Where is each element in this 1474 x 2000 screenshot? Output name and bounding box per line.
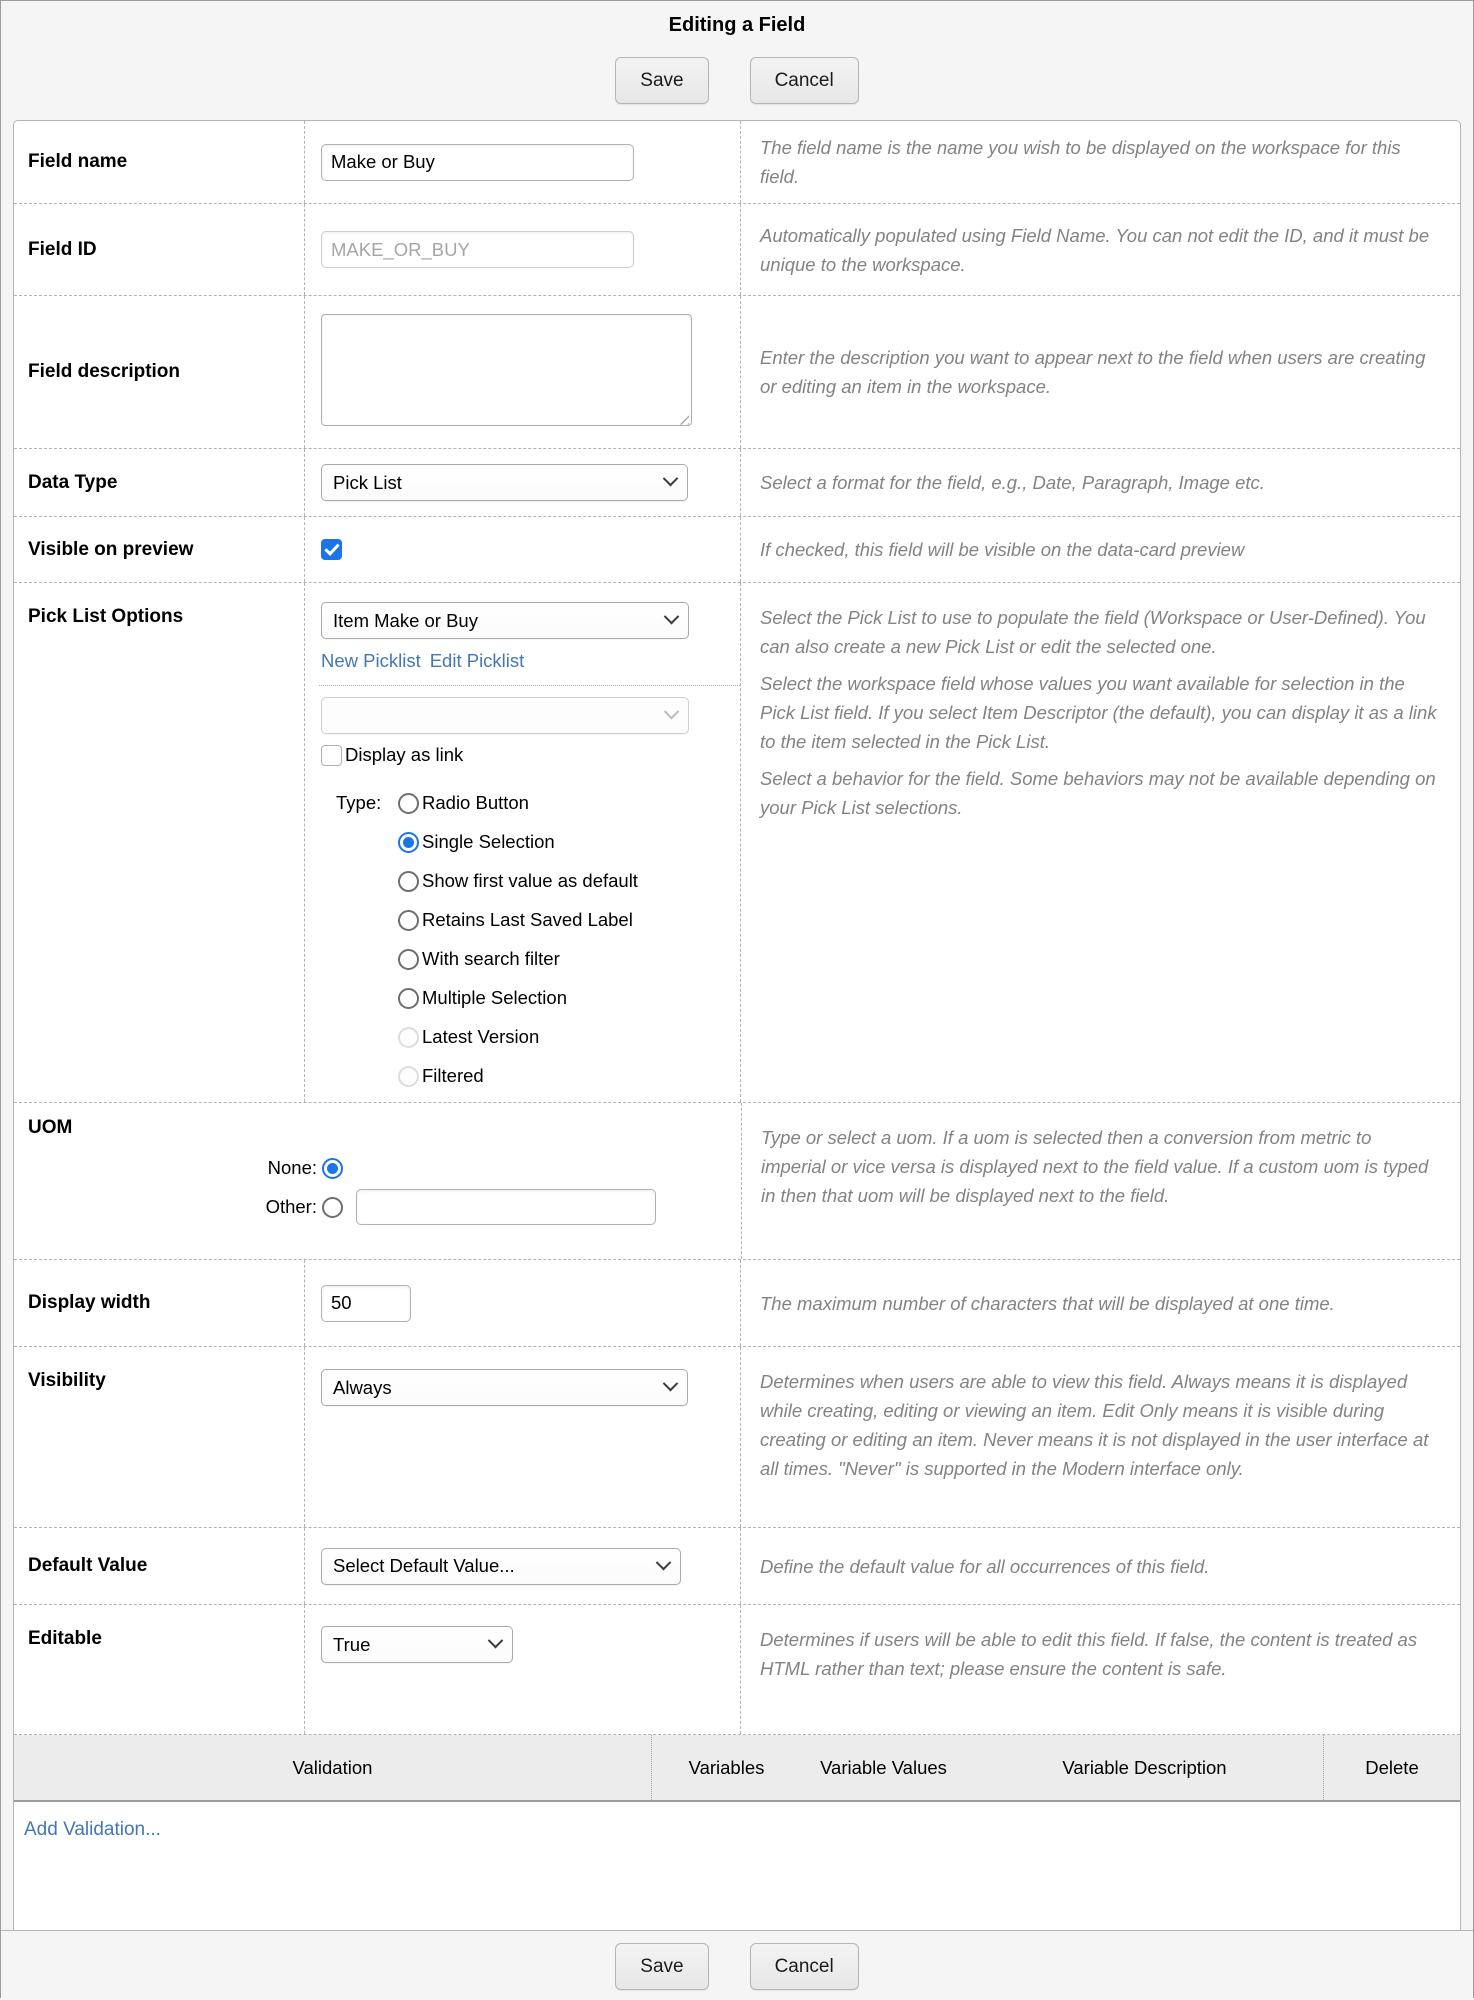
visible-on-preview-help: If checked, this field will be visible on the data-card preview [760,539,1245,560]
field-id-label: Field ID [28,238,97,260]
pick-list-options-help [741,583,1460,1102]
variables-column-header: Variables [651,1735,801,1800]
type-caption: Type: [336,792,382,813]
validation-column-header: Validation [292,1756,373,1778]
row-field-id [14,204,1460,296]
uom-other-input[interactable] [356,1189,656,1225]
type-option-label: Show first value as default [422,870,638,891]
type-option-label: Multiple Selection [422,987,567,1008]
delete-column-header: Delete [1323,1735,1460,1800]
edit-picklist-link[interactable]: Edit Picklist [429,650,525,671]
type-option-retains-last-saved [336,909,740,931]
display-width-help: The maximum number of characters that will be displayed at one time. [760,1292,1335,1314]
type-option-multiple-selection [336,987,740,1009]
editable-help: Determines if users will be able to edit this field. If false, the content is treated as HTML rather than text; please ensure the content is safe. [760,1629,1418,1679]
bottom-bar [1,1930,1473,2000]
chevron-down-icon [664,609,680,625]
chevron-down-icon [663,1376,679,1392]
save-button-top[interactable]: Save [615,57,708,104]
workspace-field-select[interactable] [321,697,689,734]
visible-on-preview-label: Visible on preview [28,538,194,560]
field-description-textarea[interactable] [321,314,692,426]
picklist-help: Select the Pick List to use to populate the field (Workspace or User-Defined). You can also create a new Pick List or edit the selected one. [760,607,1426,657]
field-id-help: Automatically populated using Field Name. You can not edit the ID, and it must be unique to the workspace. [760,224,1430,275]
cancel-button-top[interactable]: Cancel [750,57,859,104]
uom-other-label: Other: [265,1196,317,1217]
validation-table-body [14,1802,1460,1930]
variable-values-column-header: Variable Values [820,1756,947,1778]
row-field-description [14,296,1460,449]
data-type-help: Select a format for the field, e.g., Date, Paragraph, Image etc. [760,472,1265,493]
default-value-label: Default Value [28,1555,148,1576]
row-data-type [14,449,1460,517]
multiple-selection-radio[interactable] [398,988,419,1009]
row-default-value [14,1528,1460,1605]
page-title: Editing a Field [668,14,806,36]
variable-description-column-header: Variable Description [1062,1756,1227,1778]
type-option-radio-button [336,792,740,814]
type-option-single-selection [336,831,740,853]
row-display-width [14,1260,1460,1347]
type-option-label: Latest Version [422,1026,540,1047]
top-button-row [1,57,1473,104]
chevron-down-icon [656,1554,672,1570]
default-value-select-value: Select Default Value... [333,1555,515,1576]
type-option-show-first-value [336,870,740,892]
row-editable [14,1605,1460,1735]
data-type-select[interactable] [321,464,688,501]
visibility-select-value: Always [333,1376,392,1398]
field-edit-form [13,120,1461,1930]
chevron-down-icon [664,704,680,720]
display-as-link-label: Display as link [345,744,464,765]
default-value-help: Define the default value for all occurrences of this field. [760,1555,1210,1577]
row-visibility [14,1347,1460,1528]
field-name-help: The field name is the name you wish to be displayed on the workspace for this field. [760,137,1401,187]
filtered-radio [398,1066,419,1087]
validation-table-header [14,1735,1460,1802]
chevron-down-icon [663,471,679,487]
visible-on-preview-checkbox[interactable] [321,539,342,560]
behavior-help: Select a behavior for the field. Some behaviors may not be available depending on your Pick List selections. [760,768,1436,818]
editable-label: Editable [28,1628,102,1649]
uom-none-label: None: [267,1157,317,1178]
visibility-help: Determines when users are able to view this field. Always means it is displayed while creating, editing or viewing an item. Edit Only means it is visible during creating or editing an item. Never means it is not displayed in the user interface at all times. "Never" is supported in the Modern interface only. [760,1371,1429,1479]
data-type-value: Pick List [333,471,402,493]
row-field-name [14,121,1460,204]
type-option-filtered [336,1065,740,1087]
uom-none-radio[interactable] [322,1158,343,1179]
display-as-link-checkbox[interactable] [321,745,342,766]
uom-other-radio[interactable] [322,1197,343,1218]
new-picklist-link[interactable]: New Picklist [321,650,421,671]
field-name-label: Field name [28,151,128,172]
field-description-help: Enter the description you want to appear next to the field when users are creating or editing an item in the workspace. [760,347,1426,397]
chevron-down-icon [488,1633,504,1649]
show-first-value-radio[interactable] [398,871,419,892]
display-width-input[interactable] [321,1285,411,1322]
default-value-select[interactable] [321,1548,681,1585]
radio-button-radio[interactable] [398,793,419,814]
pick-list-options-label: Pick List Options [28,606,184,627]
row-pick-list-options [14,583,1460,1103]
save-button-bottom[interactable]: Save [615,1943,708,1990]
row-uom [14,1103,1460,1260]
editable-select-value: True [333,1633,371,1655]
uom-label: UOM [28,1117,73,1138]
type-option-label: Retains Last Saved Label [422,909,633,930]
workspace-field-help: Select the workspace field whose values you want available for selection in the Pick List field. If you select Item Descriptor (the default), you can display it as a link to the item selected in the Pick List. [760,673,1437,752]
visibility-select[interactable] [321,1369,688,1406]
latest-version-radio [398,1027,419,1048]
visibility-label: Visibility [28,1370,106,1391]
field-id-input [321,231,634,268]
type-option-latest-version [336,1026,740,1048]
type-option-label: Filtered [422,1065,484,1086]
type-option-with-search-filter [336,948,740,970]
dotted-separator [319,685,740,686]
type-option-label: Single Selection [422,831,555,852]
retains-last-saved-radio[interactable] [398,910,419,931]
field-description-label: Field description [28,361,181,382]
single-selection-radio[interactable] [398,832,419,853]
display-width-label: Display width [28,1292,151,1313]
picklist-select[interactable] [321,602,689,639]
with-search-filter-radio[interactable] [398,949,419,970]
data-type-label: Data Type [28,471,118,493]
add-validation-link[interactable]: Add Validation... [24,1819,161,1840]
top-bar [1,1,1473,120]
uom-help: Type or select a uom. If a uom is selected then a conversion from metric to imperial or vice versa is displayed next to the field value. If a custom uom is typed in then that uom will be displayed next to the field. [761,1127,1429,1206]
picklist-select-value: Item Make or Buy [333,609,478,631]
type-option-label: With search filter [422,948,560,969]
type-option-label: Radio Button [422,792,529,813]
row-visible-on-preview [14,517,1460,583]
cancel-button-bottom[interactable]: Cancel [750,1943,859,1990]
field-name-input[interactable] [321,144,634,181]
editable-select[interactable] [321,1626,513,1663]
